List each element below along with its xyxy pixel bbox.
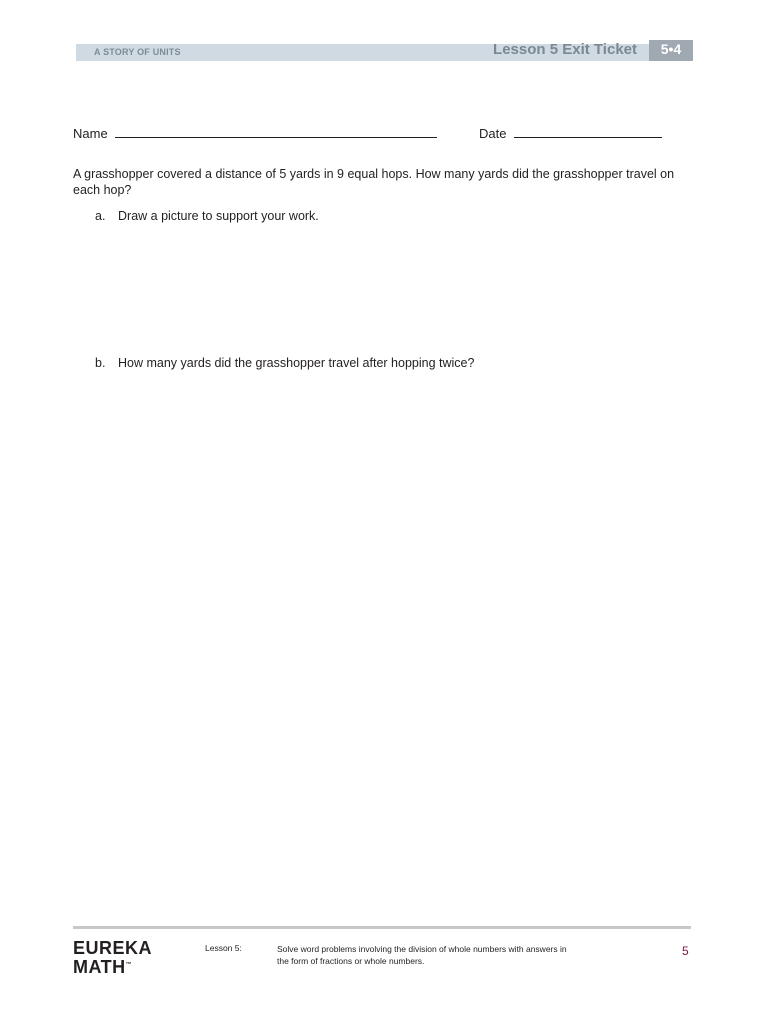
footer-rule	[73, 926, 691, 929]
date-label: Date	[479, 126, 507, 141]
part-a-letter: a.	[95, 209, 106, 223]
name-blank	[115, 125, 437, 138]
footer-lesson-label: Lesson 5:	[205, 943, 242, 953]
logo-trademark: ™	[125, 962, 133, 968]
name-label: Name	[73, 126, 108, 141]
date-field	[479, 125, 662, 142]
logo-line-1: EUREKA	[73, 938, 153, 958]
part-b-letter: b.	[95, 356, 106, 370]
lesson-title: Lesson 5 Exit Ticket	[493, 41, 637, 58]
date-blank	[514, 125, 662, 138]
logo-line-2: MATH	[73, 957, 126, 977]
grade-module-badge: 5•4	[649, 40, 693, 61]
series-title: A STORY OF UNITS	[94, 47, 181, 57]
problem-text: A grasshopper covered a distance of 5 yards in 9 equal hops. How many yards did the grasshopper travel on each hop?	[73, 167, 675, 197]
name-field	[73, 125, 437, 142]
eureka-math-logo	[73, 940, 152, 976]
page-number: 5	[682, 944, 689, 958]
footer-description: Solve word problems involving the division of whole numbers with answers in the form of fractions or whole numbers.	[277, 944, 567, 966]
part-a	[95, 208, 319, 224]
part-b	[95, 355, 474, 371]
part-b-text: How many yards did the grasshopper travel after hopping twice?	[118, 356, 475, 370]
header-bar	[76, 41, 693, 61]
part-a-text: Draw a picture to support your work.	[118, 209, 319, 223]
